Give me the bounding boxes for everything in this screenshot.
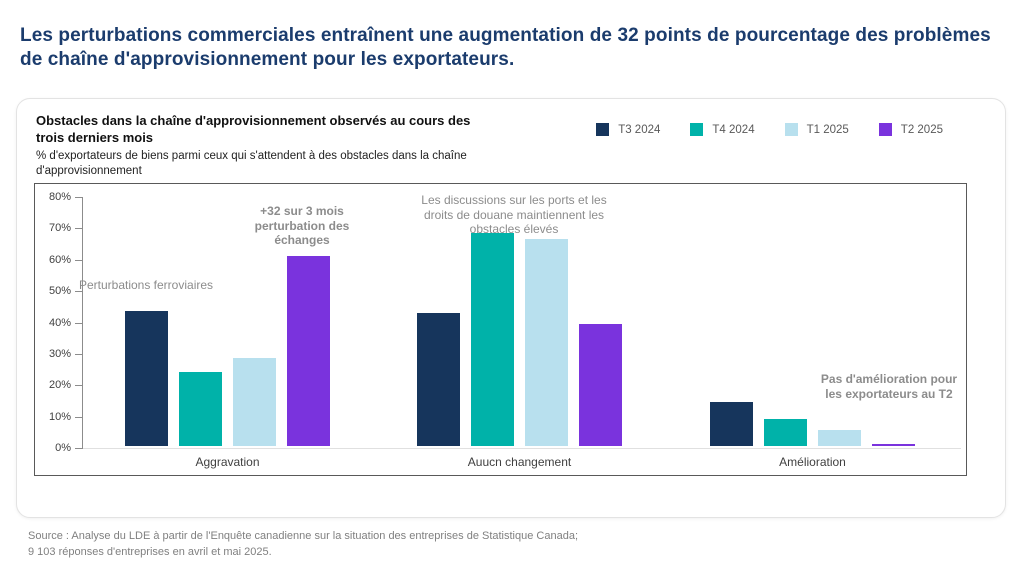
y-tick-mark <box>75 354 83 355</box>
y-tick-mark <box>75 385 83 386</box>
annotation-2: +32 sur 3 mois perturbation des échanges <box>254 204 350 248</box>
legend-label: T3 2024 <box>618 123 661 136</box>
legend-swatch-icon <box>879 123 892 136</box>
legend-label: T4 2024 <box>712 123 755 136</box>
source-note <box>28 529 928 561</box>
legend-item-t4-2024 <box>690 123 754 136</box>
chart-legend <box>596 123 943 136</box>
y-tick-mark <box>75 448 83 449</box>
y-tick-mark <box>75 197 83 198</box>
legend-label: T2 2025 <box>900 123 943 136</box>
bar-t2-2025 <box>579 324 622 446</box>
bar-group-2 <box>417 233 622 446</box>
y-tick-mark <box>75 417 83 418</box>
bar-t2-2025 <box>872 444 915 446</box>
y-tick-mark <box>75 323 83 324</box>
chart-subtitle: % d'exportateurs de biens parmi ceux qui s'attendent à des obstacles dans la chaîne d'approvisionnement <box>36 150 467 177</box>
bar-t4-2024 <box>471 233 514 446</box>
legend-item-t2-2025 <box>879 123 943 136</box>
y-tick-mark <box>75 260 83 261</box>
category-label-1: Aggravation <box>195 455 260 469</box>
annotation-4: Pas d'amélioration pour les exportateurs au T2 <box>820 372 958 401</box>
y-tick-label: 10% <box>48 410 71 423</box>
bar-t3-2024 <box>125 311 168 446</box>
annotation-1: Perturbations ferroviaires <box>78 278 214 292</box>
y-tick-label: 30% <box>48 347 71 360</box>
legend-item-t3-2024 <box>596 123 660 136</box>
y-tick-label: 50% <box>48 285 71 298</box>
category-label-3: Amélioration <box>779 455 846 469</box>
y-tick-label: 60% <box>48 253 71 266</box>
y-tick-label: 70% <box>48 222 71 235</box>
bar-group-3 <box>710 402 915 446</box>
bar-t4-2024 <box>179 372 222 446</box>
category-label-2: Auucn changement <box>467 455 572 469</box>
bar-t2-2025 <box>287 256 330 446</box>
bar-t1-2025 <box>525 239 568 446</box>
bar-t1-2025 <box>818 430 861 446</box>
y-tick-label: 80% <box>48 191 71 203</box>
legend-swatch-icon <box>690 123 703 136</box>
y-tick-mark <box>75 228 83 229</box>
chart-card <box>16 98 1006 518</box>
page-title: Les perturbations commerciales entraînent une augmentation de 32 points de pourcentage des problèmes de chaîne d'approvisionnement pour les exportateurs. <box>20 25 991 71</box>
y-tick-label: 0% <box>55 442 71 454</box>
source-line-2: 9 103 réponses d'entreprises en avril et mai 2025. <box>28 545 272 558</box>
x-axis-baseline <box>82 448 961 449</box>
y-tick-label: 40% <box>48 316 71 329</box>
bar-t1-2025 <box>233 358 276 446</box>
bar-t3-2024 <box>417 313 460 446</box>
plot-area <box>34 183 967 476</box>
bar-t4-2024 <box>764 419 807 446</box>
source-line-1: Source : Analyse du LDE à partir de l'Enquête canadienne sur la situation des entreprises de Statistique Canada; <box>28 530 578 542</box>
legend-label: T1 2025 <box>806 123 849 136</box>
bar-t3-2024 <box>710 402 753 446</box>
legend-swatch-icon <box>596 123 609 136</box>
chart-title: Obstacles dans la chaîne d'approvisionnement observés au cours des trois derniers mois <box>36 113 471 145</box>
y-tick-label: 20% <box>48 379 71 392</box>
legend-item-t1-2025 <box>785 123 849 136</box>
annotation-3: Les discussions sur les ports et les droits de douane maintiennent les obstacles élevés <box>421 193 607 237</box>
legend-swatch-icon <box>785 123 798 136</box>
